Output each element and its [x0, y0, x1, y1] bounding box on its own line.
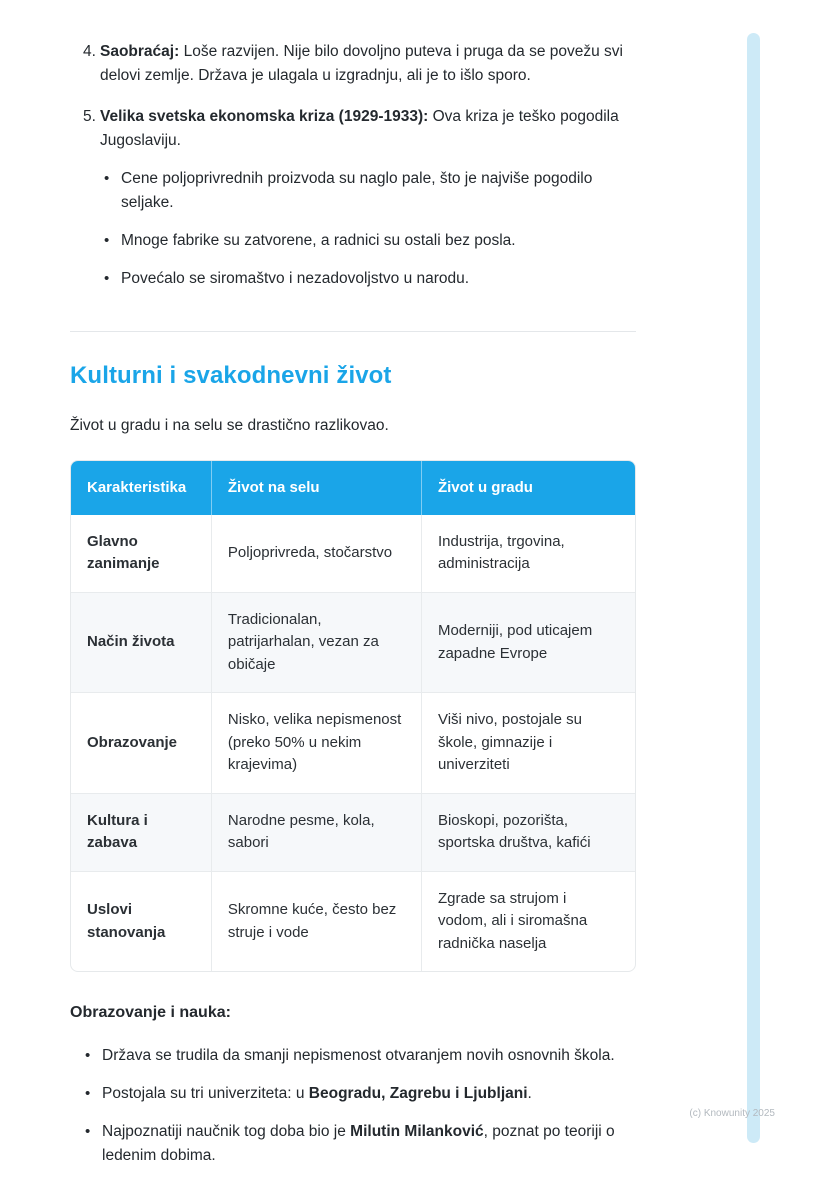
table-row: [71, 872, 635, 972]
bullet-icon: •: [104, 232, 110, 250]
bold-text: Beogradu, Zagrebu i Ljubljani: [308, 1085, 528, 1103]
list-item-5-rest: Ova kriza je teško pogodila Jugoslaviju.: [100, 108, 619, 150]
table-cell: Narodne pesme, kola, sabori: [211, 794, 421, 872]
table-cell: Poljoprivreda, stočarstvo: [211, 515, 421, 593]
comparison-table: [71, 461, 635, 971]
list-item-4-rest: Loše razvijen. Nije bilo dovoljno puteva i pruga da se povežu svi delovi zemlje. Država je ulagala u izgradnju, ali je to išlo sporo.: [100, 43, 623, 85]
comparison-table-wrapper: [70, 460, 636, 972]
bullet-icon: •: [104, 270, 110, 288]
bullet-icon: •: [85, 1123, 91, 1141]
list-item-4-number: 4.: [83, 43, 96, 60]
table-cell: Glavno zanimanje: [71, 515, 211, 593]
table-cell: Uslovi stanovanja: [87, 901, 166, 941]
education-bullet-list: [70, 1044, 636, 1168]
list-item: [70, 1044, 636, 1068]
table-header-cell: Život na selu: [211, 461, 421, 515]
table-cell: Viši nivo, postojale su škole, gimnazije i univerziteti: [421, 693, 635, 794]
bullet-text: Postojala su tri univerziteta: u Beogradu, Zagrebu i Ljubljani.: [102, 1085, 532, 1103]
table-cell: Tradicionalan, patrijarhalan, vezan za običaje: [211, 593, 421, 694]
bullet-text: Država se trudila da smanji nepismenost otvaranjem novih osnovnih škola.: [102, 1047, 615, 1065]
bullet-icon: •: [85, 1047, 91, 1065]
bullet-text: Povećalo se siromaštvo i nezadovoljstvo u narodu.: [121, 270, 470, 288]
table-cell: Nisko, velika nepismenost (preko 50% u nekim krajevima): [211, 693, 421, 794]
table-cell: Moderniji, pod uticajem zapadne Evrope: [421, 593, 635, 694]
section-divider: [70, 331, 636, 332]
list-item: [70, 1120, 636, 1168]
table-cell: Način života: [71, 593, 211, 694]
list-item-5: [70, 105, 636, 305]
table-cell: Zgrade sa strujom i vodom, ali i siromašna radnička naselja: [421, 872, 635, 972]
table-cell: Kultura i zabava: [71, 794, 211, 872]
table-cell: Industrija, trgovina, administracija: [421, 515, 635, 593]
bullet-text: Cene poljoprivrednih proizvoda su naglo pale, što je najviše pogodilo seljake.: [121, 170, 593, 212]
table-cell: Obrazovanje: [71, 693, 211, 794]
list-item: [100, 229, 636, 253]
table-cell: Bioskopi, pozorišta, sportska društva, kafići: [421, 794, 635, 872]
table-row: [71, 515, 635, 593]
table-header-cell: Karakteristika: [71, 461, 211, 515]
table-header-cell: Život u gradu: [421, 461, 635, 515]
bullet-icon: •: [85, 1085, 91, 1103]
list-item: [100, 267, 636, 291]
list-item-4: [70, 40, 636, 88]
watermark: (c) Knowunity 2025: [689, 1108, 775, 1119]
list-item-5-text: [100, 105, 636, 305]
section-heading: Kulturni i svakodnevni život: [70, 362, 392, 390]
list-item-5-number: 5.: [83, 108, 96, 126]
bullet-text: Mnoge fabrike su zatvorene, a radnici su ostali bez posla.: [121, 232, 516, 250]
bullet-text: Najpoznatiji naučnik tog doba bio je Milutin Milanković, poznat po teoriji o ledenim dobima.: [102, 1123, 615, 1165]
crisis-bullet-list: [100, 167, 636, 291]
section-intro: Život u gradu i na selu se drastično razlikovao.: [70, 417, 389, 435]
list-item-4-term: Saobraćaj:: [100, 43, 180, 60]
scrollbar-thumb[interactable]: [747, 33, 760, 1143]
list-item-4-text: [100, 40, 636, 88]
document-content: [70, 40, 636, 1182]
table-cell: Skromne kuće, često bez struje i vode: [211, 872, 421, 972]
table-row: [71, 794, 635, 872]
table-row: [71, 593, 635, 694]
education-heading: Obrazovanje i nauka:: [70, 1004, 231, 1022]
bold-text: Milutin Milanković: [350, 1123, 484, 1141]
list-item: [70, 1082, 636, 1106]
list-item-5-term: Velika svetska ekonomska kriza (1929-1933):: [100, 108, 429, 126]
table-row: [71, 693, 635, 794]
bullet-icon: •: [104, 170, 110, 188]
table-header-row: [71, 461, 635, 515]
list-item: [100, 167, 636, 215]
